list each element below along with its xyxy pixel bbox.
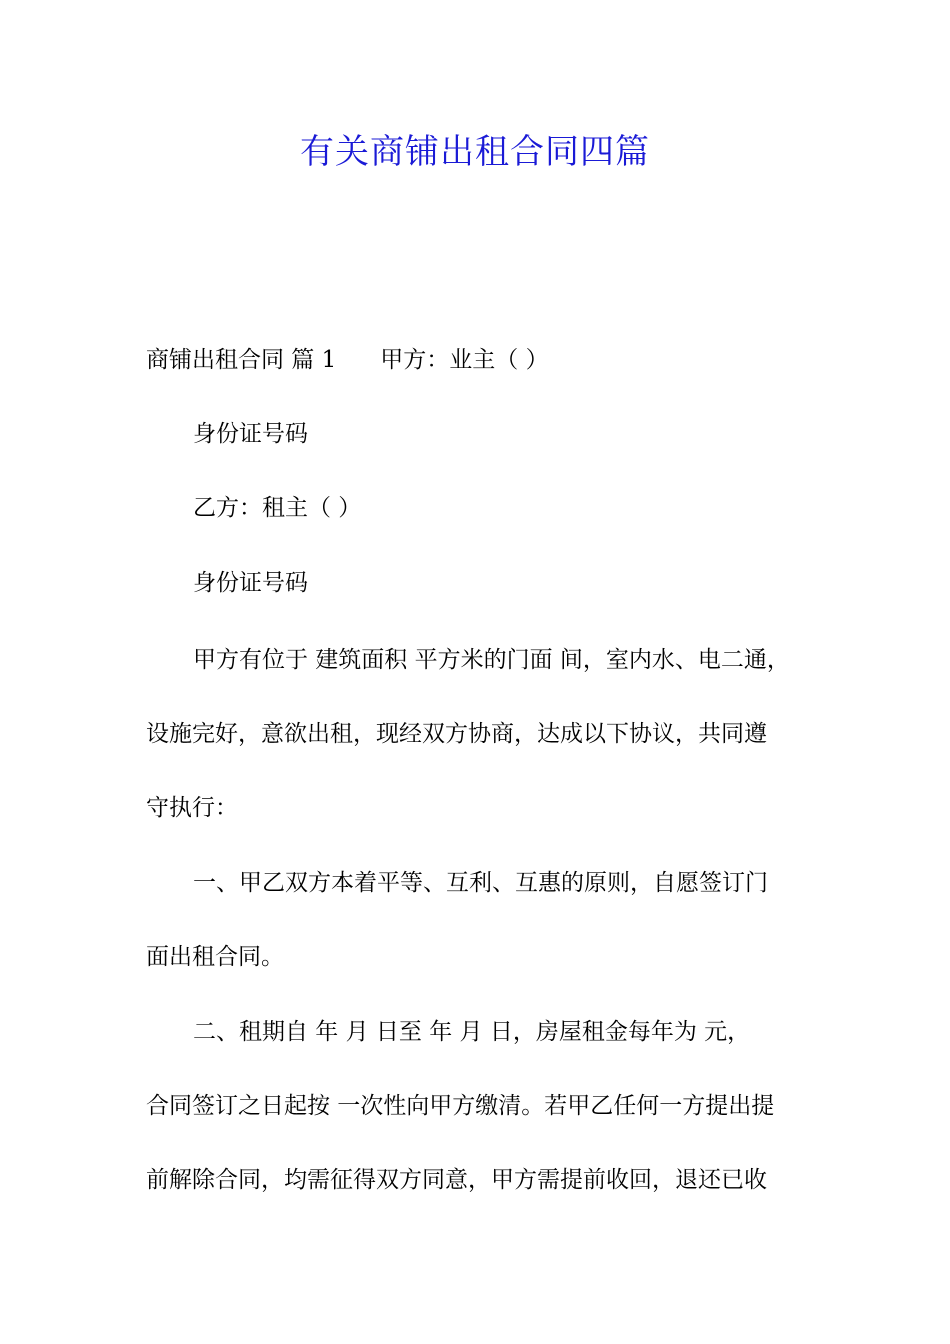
paragraph-line: 合同签订之日起按 一次性向甲方缴清。若甲乙任何一方提出提 xyxy=(146,1093,775,1119)
paragraph-line: 设施完好，意欲出租，现经双方协商，达成以下协议，共同遵 xyxy=(146,721,767,747)
party-a-id-line: 身份证号码 xyxy=(193,421,308,447)
party-b-line: 乙方：租主（ ） xyxy=(193,495,362,521)
party-b-id-line: 身份证号码 xyxy=(193,570,308,596)
paragraph-line: 前解除合同，均需征得双方同意，甲方需提前收回，退还已收 xyxy=(146,1167,767,1193)
document-title: 有关商铺出租合同四篇 xyxy=(300,132,650,172)
paragraph-line: 面出租合同。 xyxy=(146,944,284,970)
paragraph-line: 二、租期自 年 月 日至 年 月 日，房屋租金每年为 元， xyxy=(193,1019,751,1045)
paragraph-line: 守执行： xyxy=(146,795,238,821)
contract-part-label: 商铺出租合同 篇 1 xyxy=(146,347,337,373)
party-a-label: 甲方：业主（ ） xyxy=(380,347,549,373)
paragraph-line: 一、甲乙双方本着平等、互利、互惠的原则，自愿签订门 xyxy=(193,870,768,896)
paragraph-line: 甲方有位于 建筑面积 平方米的门面 间，室内水、电二通， xyxy=(193,647,790,673)
contract-header-line xyxy=(146,344,826,376)
